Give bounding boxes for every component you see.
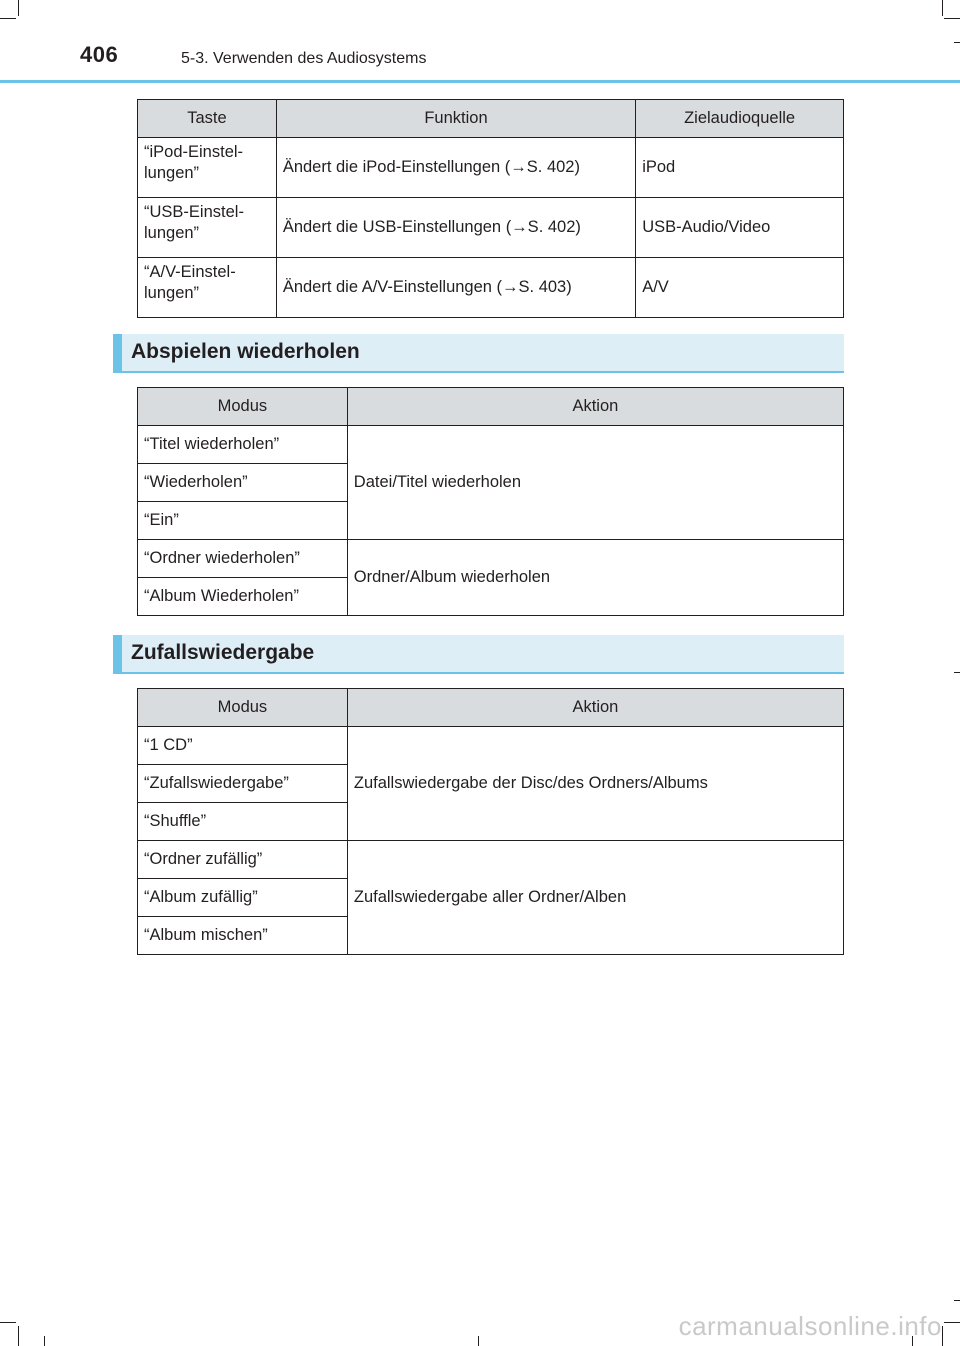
cell-quelle: A/V bbox=[636, 258, 844, 318]
cell-modus: “Shuffle” bbox=[138, 803, 348, 841]
crop-mark bbox=[954, 672, 960, 673]
cell-taste: “A/V-Einstel- lungen” bbox=[138, 258, 277, 318]
cell-taste: “iPod-Einstel- lungen” bbox=[138, 138, 277, 198]
crop-mark bbox=[942, 0, 943, 16]
cell-funktion: Ändert die USB-Einstellungen (→S. 402) bbox=[276, 198, 635, 258]
section-heading-repeat bbox=[113, 334, 844, 373]
cell-modus: “Titel wiederholen” bbox=[138, 426, 348, 464]
table-row bbox=[138, 841, 844, 879]
section-accent bbox=[113, 635, 122, 672]
cell-aktion: Datei/Titel wiederholen bbox=[347, 426, 843, 540]
table-row bbox=[138, 426, 844, 464]
col-header-modus: Modus bbox=[138, 689, 348, 727]
table-row bbox=[138, 540, 844, 578]
cell-modus: “Wiederholen” bbox=[138, 464, 348, 502]
col-header-taste: Taste bbox=[138, 100, 277, 138]
crop-mark bbox=[478, 1336, 479, 1346]
crop-mark bbox=[0, 18, 16, 19]
col-header-aktion: Aktion bbox=[347, 388, 843, 426]
crop-mark bbox=[18, 1326, 19, 1346]
table-row bbox=[138, 258, 844, 318]
crop-mark bbox=[18, 0, 19, 16]
cell-modus: “Ein” bbox=[138, 502, 348, 540]
cell-modus: “Ordner zufällig” bbox=[138, 841, 348, 879]
col-header-aktion: Aktion bbox=[347, 689, 843, 727]
crop-mark bbox=[0, 1322, 16, 1323]
running-title: 5-3. Verwenden des Audiosystems bbox=[181, 50, 427, 67]
section-title: Abspielen wiederholen bbox=[131, 340, 360, 363]
cell-modus: “1 CD” bbox=[138, 727, 348, 765]
crop-mark bbox=[942, 1326, 943, 1346]
table-row bbox=[138, 727, 844, 765]
table-header-row bbox=[138, 388, 844, 426]
table-row bbox=[138, 198, 844, 258]
col-header-funktion: Funktion bbox=[276, 100, 635, 138]
cell-aktion: Zufallswiedergabe aller Ordner/Alben bbox=[347, 841, 843, 955]
col-header-zielaudioquelle: Zielaudioquelle bbox=[636, 100, 844, 138]
random-modes-table bbox=[137, 688, 844, 955]
page-number: 406 bbox=[80, 42, 119, 67]
table-header-row bbox=[138, 689, 844, 727]
cell-modus: “Zufallswiedergabe” bbox=[138, 765, 348, 803]
section-heading-random bbox=[113, 635, 844, 674]
repeat-modes-table bbox=[137, 387, 844, 616]
cell-modus: “Album zufällig” bbox=[138, 879, 348, 917]
crop-mark bbox=[44, 1336, 45, 1346]
table-header-row bbox=[138, 100, 844, 138]
col-header-modus: Modus bbox=[138, 388, 348, 426]
cell-aktion: Ordner/Album wiederholen bbox=[347, 540, 843, 616]
crop-mark bbox=[954, 42, 960, 43]
section-accent bbox=[113, 334, 122, 371]
header-rule bbox=[0, 80, 960, 83]
crop-mark bbox=[954, 1300, 960, 1301]
crop-mark bbox=[944, 18, 960, 19]
cell-modus: “Album mischen” bbox=[138, 917, 348, 955]
cell-quelle: USB-Audio/Video bbox=[636, 198, 844, 258]
section-title: Zufallswiedergabe bbox=[131, 641, 315, 664]
cell-taste: “USB-Einstel- lungen” bbox=[138, 198, 277, 258]
cell-modus: “Ordner wiederholen” bbox=[138, 540, 348, 578]
cell-funktion: Ändert die iPod-Einstellungen (→S. 402) bbox=[276, 138, 635, 198]
cell-funktion: Ändert die A/V-Einstellungen (→S. 403) bbox=[276, 258, 635, 318]
crop-mark bbox=[944, 1322, 960, 1323]
cell-modus: “Album Wiederholen” bbox=[138, 578, 348, 616]
settings-keys-table bbox=[137, 99, 844, 318]
table-row bbox=[138, 138, 844, 198]
watermark: carmanualsonline.info bbox=[678, 1311, 942, 1341]
cell-quelle: iPod bbox=[636, 138, 844, 198]
cell-aktion: Zufallswiedergabe der Disc/des Ordners/Albums bbox=[347, 727, 843, 841]
